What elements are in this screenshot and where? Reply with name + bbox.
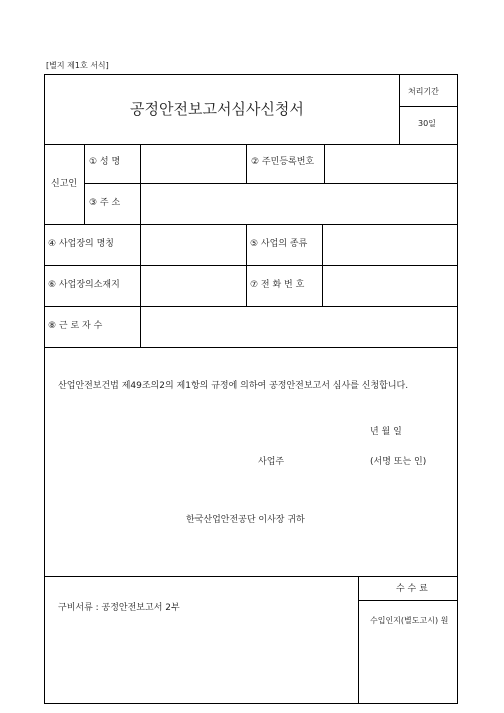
name-field[interactable] — [141, 145, 246, 183]
row-divider — [44, 347, 458, 348]
required-documents: 구비서류 : 공정안전보고서 2부 — [58, 603, 180, 613]
fee-label: 수 수 료 — [396, 584, 428, 594]
row-divider — [44, 576, 458, 577]
cell-divider — [246, 144, 247, 183]
cell-divider — [246, 224, 247, 306]
address-field[interactable] — [141, 184, 457, 224]
phone-label: ⑦ 전 화 번 호 — [250, 280, 305, 290]
address-label: ③ 주 소 — [89, 198, 121, 208]
workers-count-field[interactable] — [141, 307, 457, 347]
employer-signature-field[interactable] — [295, 452, 365, 470]
recipient-label: 한국산업안전공단 이사장 귀하 — [186, 515, 305, 525]
form-title: 공정안전보고서심사신청서 — [130, 100, 304, 118]
business-type-label: ⑤ 사업의 종류 — [250, 239, 308, 249]
application-statement: 산업안전보건법 제49조의2의 제1항의 규정에 의하여 공정안전보고서 심사를 신청합니다. — [58, 381, 409, 391]
name-label: ① 성 명 — [89, 157, 121, 167]
workers-count-label: ⑧ 근 로 자 수 — [48, 321, 103, 331]
business-type-field[interactable] — [323, 225, 457, 265]
employer-label: 사업주 — [258, 457, 285, 467]
applicant-group-label: 신고인 — [51, 179, 78, 189]
date-line: 년 월 일 — [370, 427, 402, 437]
processing-divider — [399, 74, 400, 144]
phone-field[interactable] — [323, 266, 457, 306]
resident-number-label: ② 주민등록번호 — [251, 157, 315, 167]
resident-number-field[interactable] — [325, 145, 457, 183]
fee-value: 수입인지(별도고시) 원 — [370, 616, 449, 625]
workplace-location-field[interactable] — [141, 266, 246, 306]
workplace-name-field[interactable] — [141, 225, 246, 265]
processing-period-label: 처리기간 — [408, 87, 439, 96]
processing-period-value: 30일 — [418, 119, 436, 128]
workplace-name-label: ④ 사업장의 명칭 — [48, 239, 114, 249]
processing-split — [399, 106, 458, 107]
applicant-divider — [84, 144, 85, 224]
fee-split — [358, 600, 458, 601]
fee-divider — [358, 576, 359, 704]
workplace-location-label: ⑥ 사업장의소재지 — [48, 280, 120, 290]
signature-label: (서명 또는 인) — [370, 457, 427, 467]
form-number-tag: [별지 제1호 서식] — [46, 61, 109, 70]
